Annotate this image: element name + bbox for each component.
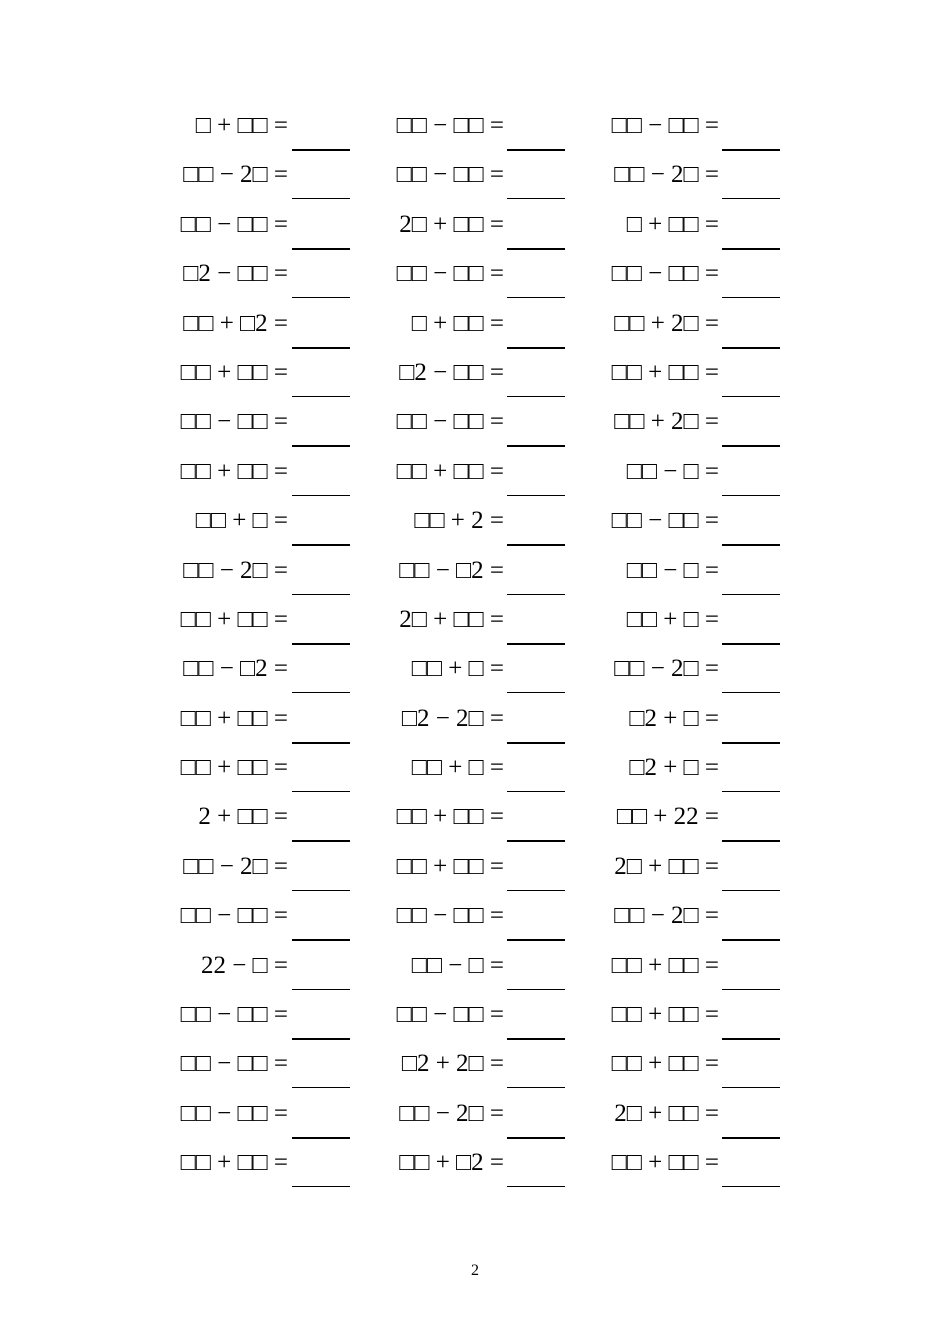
- answer-blank[interactable]: [292, 1038, 350, 1040]
- answer-blank[interactable]: [507, 1087, 565, 1088]
- answer-blank[interactable]: [292, 643, 350, 645]
- answer-blank[interactable]: [722, 939, 780, 941]
- problem-expression: □□ − 2□ =: [183, 161, 288, 189]
- problem-row: [0, 646, 950, 695]
- problem-expression: 2 + □□ =: [198, 803, 288, 831]
- answer-blank[interactable]: [722, 347, 780, 349]
- problem-expression: □□ − 2□ =: [183, 852, 288, 880]
- problem-expression: □□ − □□ =: [396, 1001, 504, 1029]
- problem-expression: □ + □□ =: [195, 112, 288, 139]
- problem-row: [0, 202, 950, 251]
- problem-expression: □□ − □□ =: [396, 902, 504, 930]
- answer-blank[interactable]: [507, 1186, 565, 1187]
- problem-expression: □□ − □□ =: [396, 161, 504, 189]
- answer-blank[interactable]: [507, 396, 565, 397]
- answer-blank[interactable]: [507, 594, 565, 595]
- problem-row: [0, 399, 950, 448]
- problem-expression: □□ + □□ =: [611, 951, 719, 979]
- answer-blank[interactable]: [507, 840, 565, 842]
- answer-blank[interactable]: [292, 347, 350, 349]
- problem-expression: □□ − □□ =: [611, 507, 719, 535]
- problem-expression: □2 − 2□ =: [401, 704, 504, 732]
- problem-row: [0, 350, 950, 399]
- answer-blank[interactable]: [292, 495, 350, 496]
- answer-blank[interactable]: [507, 791, 565, 792]
- problem-expression: □□ − □□ =: [180, 1050, 288, 1078]
- problem-expression: □□ − □ =: [626, 457, 719, 485]
- problem-expression: □2 + 2□ =: [401, 1050, 504, 1078]
- answer-blank[interactable]: [507, 297, 565, 298]
- problem-expression: □□ − □□ =: [180, 902, 288, 930]
- problem-expression: □2 + □ =: [629, 754, 719, 782]
- problem-expression: □□ − □□ =: [180, 210, 288, 238]
- answer-blank[interactable]: [292, 396, 350, 397]
- problem-expression: □□ − □□ =: [611, 260, 719, 288]
- problem-expression: □□ − 2□ =: [614, 161, 719, 189]
- answer-blank[interactable]: [292, 890, 350, 891]
- answer-blank[interactable]: [722, 1137, 780, 1139]
- problem-expression: □□ − □□ =: [396, 260, 504, 288]
- problem-expression: □□ + □2 =: [183, 309, 288, 337]
- answer-blank[interactable]: [507, 692, 565, 693]
- problem-row: [0, 301, 950, 350]
- answer-blank[interactable]: [292, 1087, 350, 1088]
- answer-blank[interactable]: [292, 149, 350, 151]
- problem-expression: □□ + □□ =: [611, 1001, 719, 1029]
- problem-row: [0, 548, 950, 597]
- problem-expression: □2 − □□ =: [183, 260, 288, 288]
- answer-blank[interactable]: [722, 742, 780, 744]
- problem-expression: □□ + □□ =: [180, 754, 288, 782]
- problem-expression: □□ + □ =: [195, 507, 288, 535]
- problem-row: [0, 498, 950, 547]
- problem-row: [0, 251, 950, 300]
- problem-row: [0, 893, 950, 942]
- problem-expression: □□ − □□ =: [180, 1001, 288, 1029]
- problem-expression: □□ + □□ =: [180, 457, 288, 485]
- problem-expression: □□ + 2□ =: [614, 309, 719, 337]
- answer-blank[interactable]: [507, 890, 565, 891]
- answer-blank[interactable]: [722, 1087, 780, 1088]
- worksheet: [0, 103, 950, 1190]
- problem-expression: □□ − □□ =: [180, 1099, 288, 1127]
- problem-expression: □□ + □□ =: [611, 1050, 719, 1078]
- answer-blank[interactable]: [507, 643, 565, 645]
- answer-blank[interactable]: [722, 445, 780, 447]
- problem-expression: □2 − □□ =: [399, 358, 504, 386]
- problem-expression: □□ + □ =: [411, 754, 504, 782]
- problem-expression: 2□ + □□ =: [399, 605, 504, 633]
- answer-blank[interactable]: [292, 198, 350, 199]
- problem-expression: □□ − □2 =: [399, 556, 504, 584]
- answer-blank[interactable]: [292, 939, 350, 941]
- answer-blank[interactable]: [507, 742, 565, 744]
- problem-expression: □□ + □ =: [626, 605, 719, 633]
- answer-blank[interactable]: [507, 1038, 565, 1040]
- problem-expression: □□ − 2□ =: [614, 902, 719, 930]
- answer-blank[interactable]: [507, 495, 565, 496]
- answer-blank[interactable]: [507, 1137, 565, 1139]
- problem-row: [0, 794, 950, 843]
- problem-expression: □□ − □2 =: [183, 655, 288, 683]
- problem-expression: □□ + □□ =: [396, 457, 504, 485]
- answer-blank[interactable]: [722, 989, 780, 990]
- answer-blank[interactable]: [722, 198, 780, 199]
- problem-expression: □□ + □□ =: [611, 1149, 719, 1177]
- problem-expression: □□ + 22 =: [616, 803, 719, 831]
- problem-expression: □□ − □□ =: [396, 112, 504, 139]
- problem-row: [0, 844, 950, 893]
- problem-expression: 22 − □ =: [200, 951, 288, 979]
- problem-expression: □□ − 2□ =: [183, 556, 288, 584]
- problem-expression: □ + □□ =: [626, 210, 719, 238]
- problem-row: [0, 992, 950, 1041]
- problem-expression: □2 + □ =: [629, 704, 719, 732]
- problem-row: [0, 745, 950, 794]
- answer-blank[interactable]: [722, 1186, 780, 1187]
- answer-blank[interactable]: [292, 692, 350, 693]
- problem-expression: □□ − □□ =: [180, 408, 288, 436]
- answer-blank[interactable]: [722, 396, 780, 397]
- problem-row: [0, 1041, 950, 1090]
- problem-row: [0, 696, 950, 745]
- answer-blank[interactable]: [722, 890, 780, 891]
- answer-blank[interactable]: [507, 989, 565, 990]
- answer-blank[interactable]: [292, 594, 350, 595]
- answer-blank[interactable]: [722, 297, 780, 298]
- answer-blank[interactable]: [292, 989, 350, 990]
- problem-expression: 2□ + □□ =: [614, 1099, 719, 1127]
- answer-blank[interactable]: [292, 544, 350, 546]
- answer-blank[interactable]: [722, 594, 780, 595]
- problem-expression: □□ + □□ =: [396, 852, 504, 880]
- answer-blank[interactable]: [507, 198, 565, 199]
- answer-blank[interactable]: [722, 1038, 780, 1040]
- answer-blank[interactable]: [507, 939, 565, 941]
- problem-expression: □ + □□ =: [411, 309, 504, 337]
- answer-blank[interactable]: [722, 149, 780, 151]
- problem-expression: □□ − □ =: [411, 951, 504, 979]
- problem-expression: □□ + □ =: [411, 655, 504, 683]
- problem-expression: □□ + □□ =: [396, 803, 504, 831]
- problem-row: [0, 152, 950, 201]
- problem-expression: □□ + □□ =: [180, 704, 288, 732]
- answer-blank[interactable]: [507, 347, 565, 349]
- answer-blank[interactable]: [507, 445, 565, 447]
- problem-expression: □□ + □□ =: [180, 605, 288, 633]
- answer-blank[interactable]: [722, 692, 780, 693]
- problem-row: [0, 103, 950, 152]
- answer-blank[interactable]: [292, 445, 350, 447]
- answer-blank[interactable]: [292, 297, 350, 298]
- answer-blank[interactable]: [292, 248, 350, 250]
- problem-expression: □□ − □□ =: [396, 408, 504, 436]
- answer-blank[interactable]: [292, 1137, 350, 1139]
- answer-blank[interactable]: [722, 544, 780, 546]
- problem-row: [0, 1091, 950, 1140]
- answer-blank[interactable]: [722, 643, 780, 645]
- answer-blank[interactable]: [722, 248, 780, 250]
- answer-blank[interactable]: [507, 248, 565, 250]
- answer-blank[interactable]: [292, 742, 350, 744]
- answer-blank[interactable]: [292, 1186, 350, 1187]
- problem-expression: □□ + □□ =: [611, 358, 719, 386]
- answer-blank[interactable]: [507, 544, 565, 546]
- problem-expression: □□ + □□ =: [180, 1149, 288, 1177]
- answer-blank[interactable]: [292, 840, 350, 842]
- page-number: 2: [471, 1262, 479, 1279]
- answer-blank[interactable]: [722, 791, 780, 792]
- answer-blank[interactable]: [722, 495, 780, 496]
- answer-blank[interactable]: [722, 840, 780, 842]
- problem-expression: 2□ + □□ =: [399, 210, 504, 238]
- answer-blank[interactable]: [507, 149, 565, 151]
- problem-row: [0, 1140, 950, 1189]
- problem-expression: □□ − □□ =: [611, 112, 719, 139]
- problem-row: [0, 943, 950, 992]
- problem-expression: □□ − 2□ =: [399, 1099, 504, 1127]
- problem-expression: □□ + 2 =: [414, 507, 504, 535]
- problem-row: [0, 449, 950, 498]
- problem-expression: □□ + 2□ =: [614, 408, 719, 436]
- answer-blank[interactable]: [292, 791, 350, 792]
- problem-expression: □□ − □ =: [626, 556, 719, 584]
- problem-expression: □□ + □□ =: [180, 358, 288, 386]
- problem-row: [0, 597, 950, 646]
- problem-expression: 2□ + □□ =: [614, 852, 719, 880]
- problem-expression: □□ + □2 =: [399, 1149, 504, 1177]
- problem-expression: □□ − 2□ =: [614, 655, 719, 683]
